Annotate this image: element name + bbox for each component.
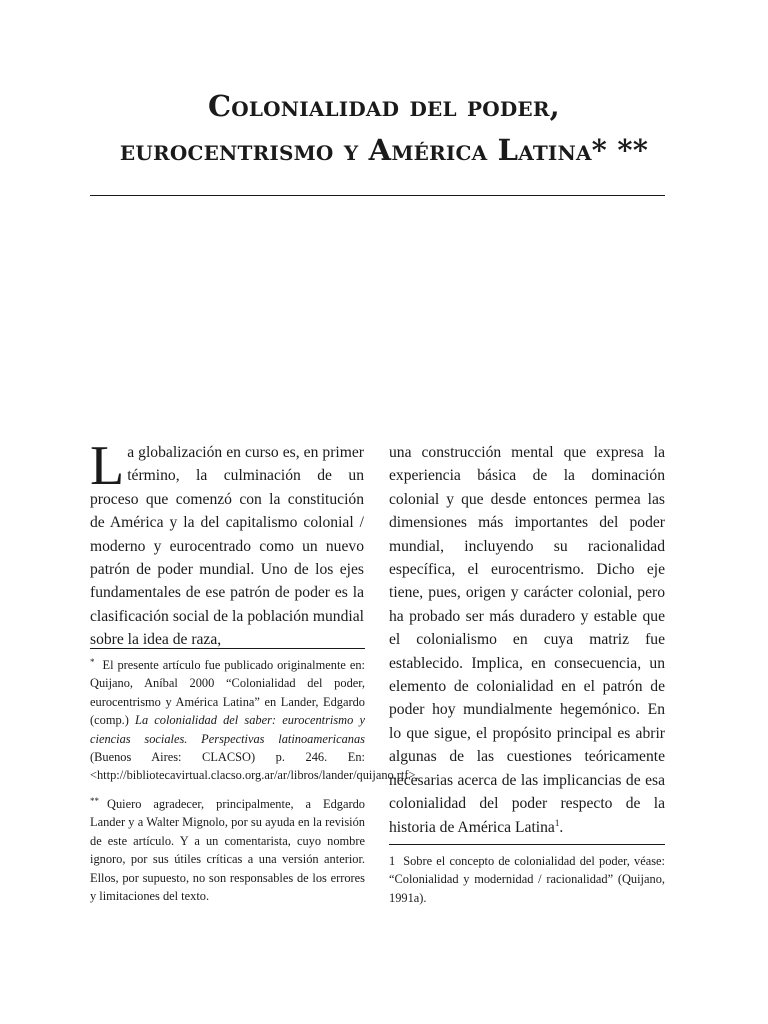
footnote-double-star xyxy=(90,795,365,905)
footnote-1 xyxy=(389,852,665,907)
opening-paragraph xyxy=(90,435,364,652)
footnote-reference-1[interactable]: 1 xyxy=(554,817,560,828)
footnote-mark-double-star: ** xyxy=(90,796,99,806)
right-column-end: . xyxy=(559,818,564,836)
right-column-text: una construcción mental que expresa la experiencia básica de la dominación colonial y que desde entonces permea las dimensiones más importantes del poder mundial, incluyendo su racionalidad específica, el eurocentrismo. Dicho eje tiene, pues, origen y carácter colonial, pero ha probado ser más duradero y estable que el colonialismo en cuya matriz fue establecido. Implica, en consecuencia, un elemento de colonialidad en el patrón de poder hoy mundialmente hegemónico. En lo que sigue, el propósito principal es abrir algunas de las cuestiones teóricamente necesarias acerca de las implicancias de esa colonialidad del poder respecto de la historia de América Latina xyxy=(389,444,665,836)
footnote-double-star-text: Quiero agradecer, principalmente, a Edgardo Lander y a Walter Mignolo, por su ayuda en la revisión de este artículo. Y a un comentarista, cuyo nombre ignoro, por sus útiles críticas a una versión anterior. Ellos, por supuesto, no son responsables de los errores y limitaciones del texto. xyxy=(90,797,365,904)
footnote-star-text-b: (Buenos Aires: CLACSO) p. 246. En: <http://bibliotecavirtual.clacso.org.ar/ar/libros/lander/quijano.rtf>. xyxy=(90,750,419,783)
footnote-divider-left xyxy=(90,648,365,649)
title-line-2: eurocentrismo y América Latina* ** xyxy=(119,133,649,167)
footnote-1-text: Sobre el concepto de colonialidad del poder, véase: “Colonialidad y modernidad / racionalidad” (Quijano, 1991a). xyxy=(389,854,665,905)
drop-cap: L xyxy=(90,435,125,497)
footnote-star-book-title: La colonialidad del saber: eurocentrismo y ciencias sociales. Perspectivas latinoamericanas xyxy=(90,713,365,746)
title-divider xyxy=(90,195,665,196)
footnote-star-text-a: El presente artículo fue publicado originalmente en: Quijano, Aníbal 2000 “Colonialidad del poder, eurocentrismo y América Latina” en Lander, Edgardo (comp.) xyxy=(90,658,365,728)
footnote-star xyxy=(90,656,419,785)
body-column-right xyxy=(389,441,665,839)
left-column-text: a globalización en curso es, en primer término, la culminación de un proceso que comenzó con la constitución de América y la del capitalismo colonial / moderno y eurocentrado como un nuevo patrón de poder mundial. Uno de los ejes fundamentales de ese patrón de poder es la clasificación social de la población mundial sobre la idea de raza, xyxy=(90,444,364,649)
title-line-1: Colonialidad del poder, xyxy=(208,89,560,123)
footnote-divider-right xyxy=(389,844,665,845)
footnote-number-1: 1 xyxy=(389,854,396,868)
body-column-left xyxy=(90,435,364,652)
continuation-paragraph xyxy=(389,441,665,839)
footnote-mark-star: * xyxy=(90,657,95,667)
